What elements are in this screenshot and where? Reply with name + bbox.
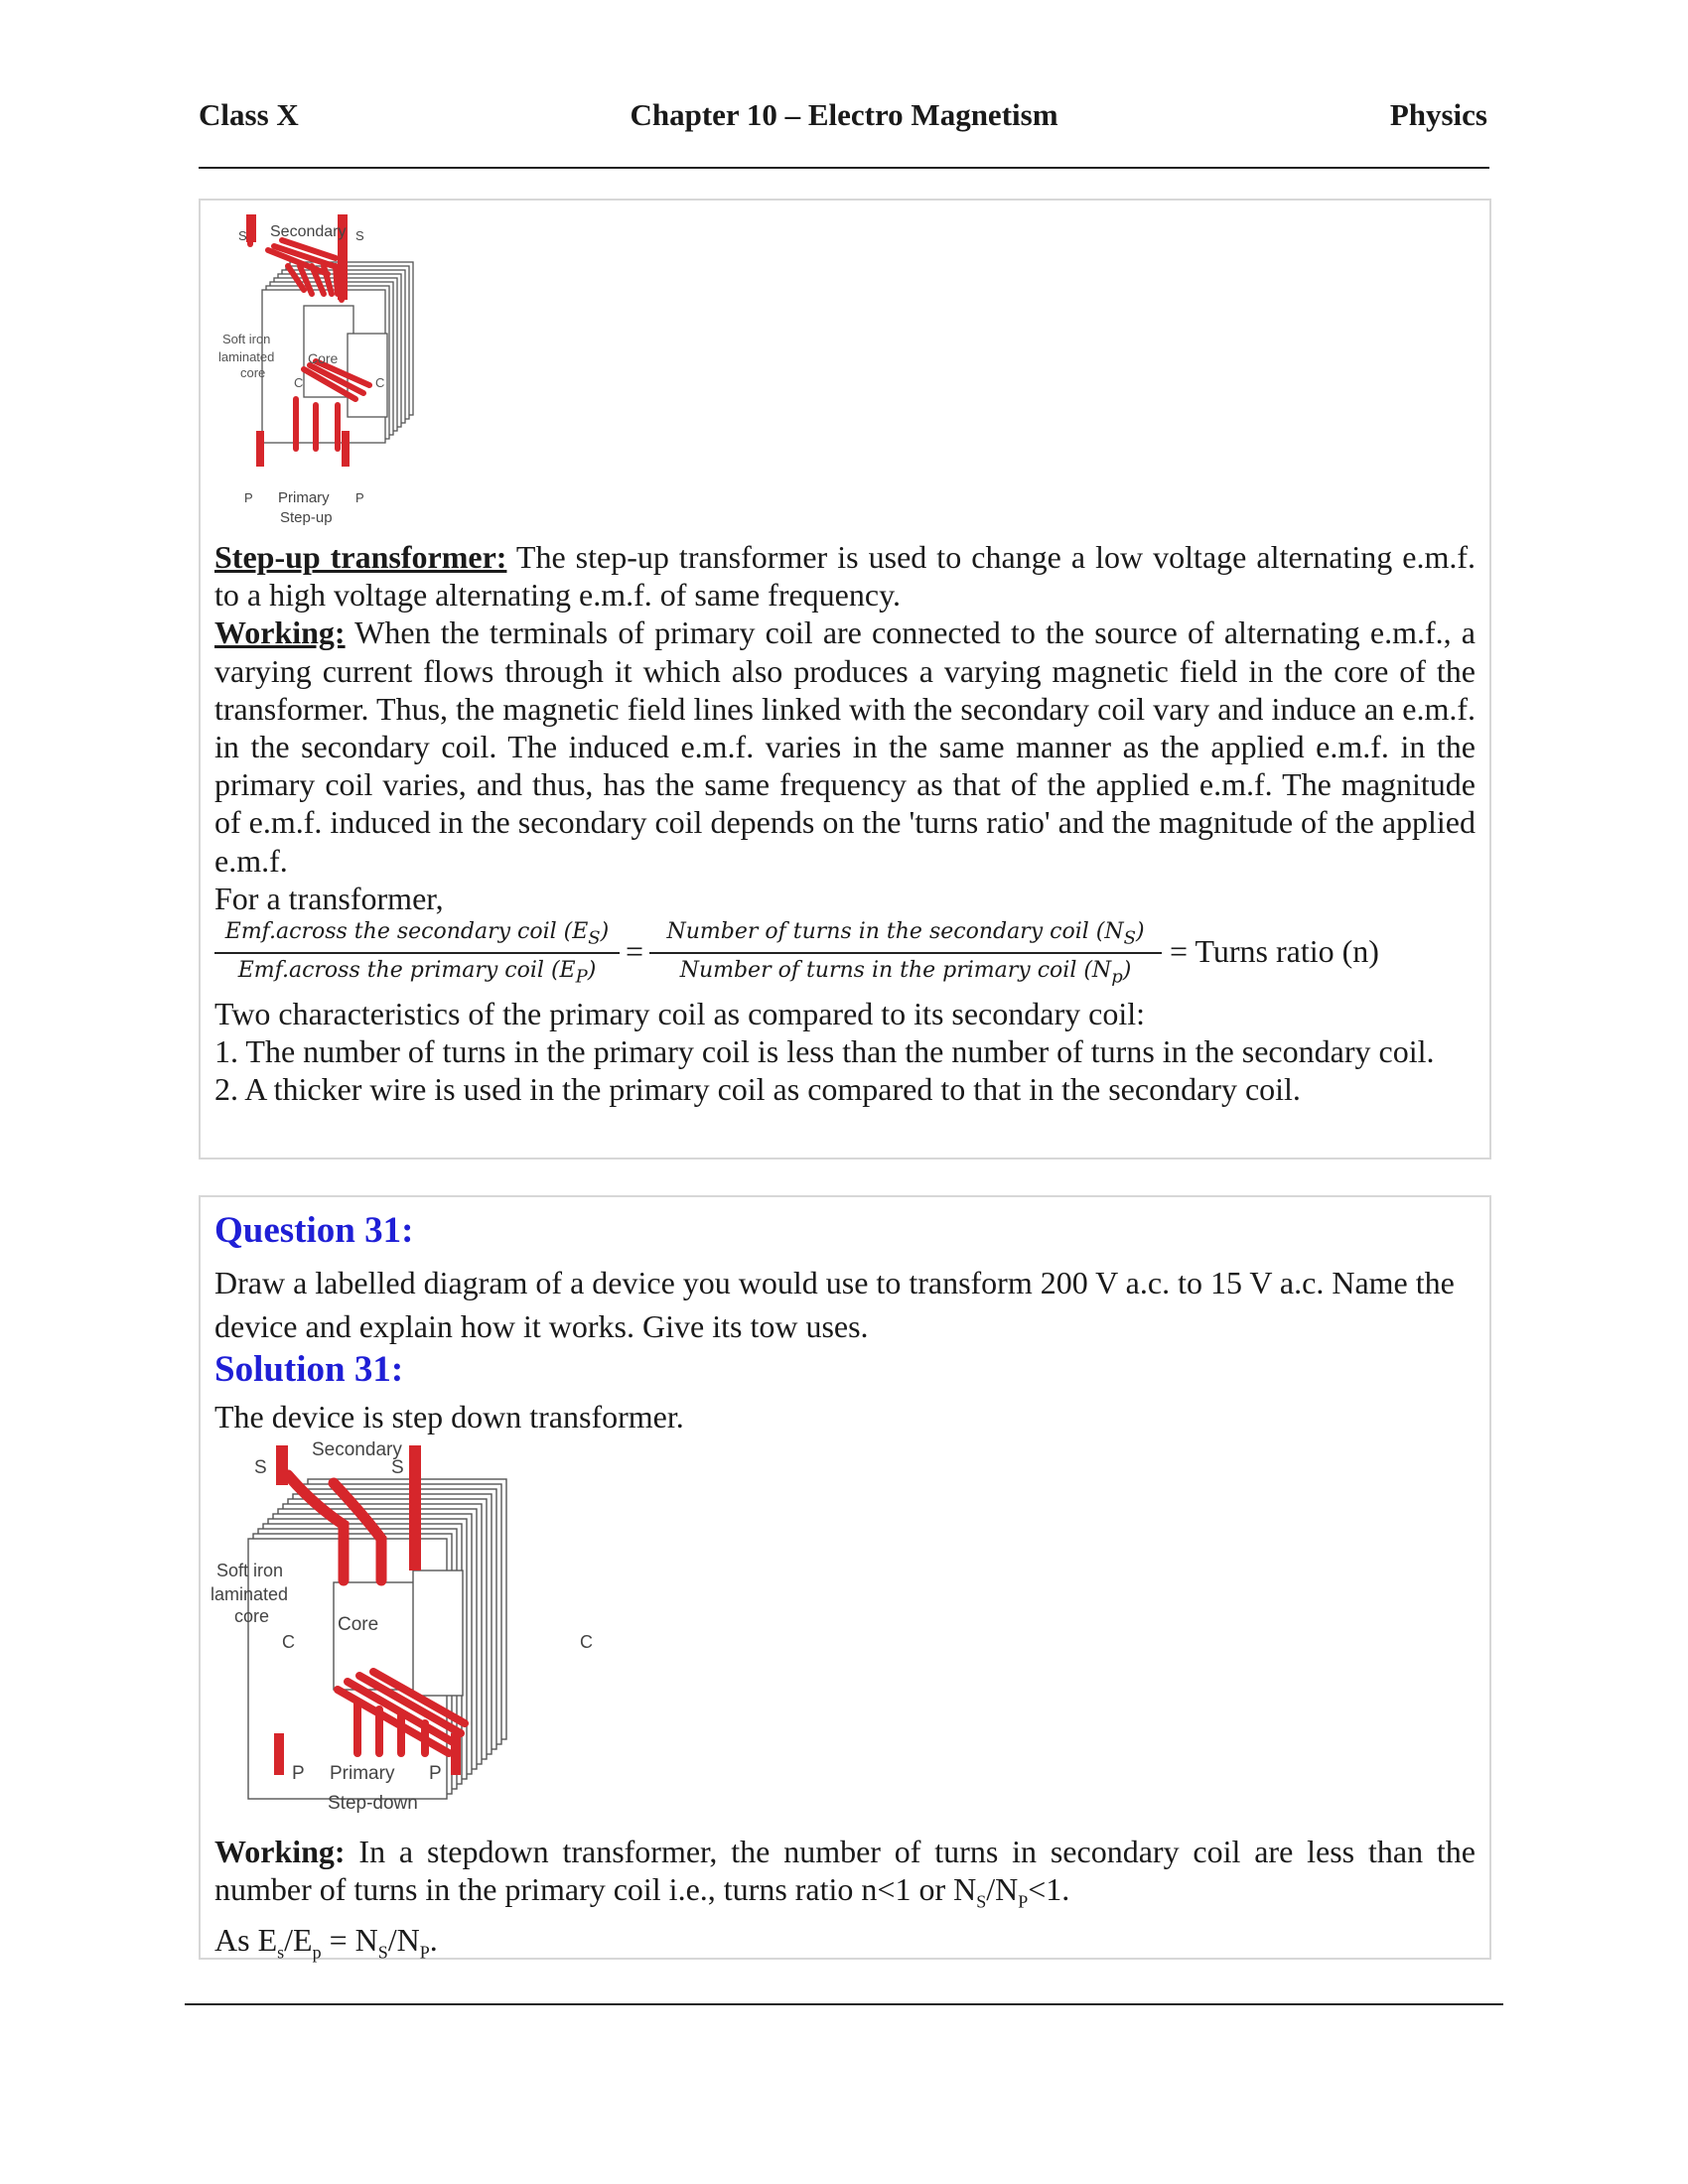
turns-fraction [649,919,1162,988]
stepup-transformer-diagram [209,210,566,538]
label-soft-iron-1: Soft iron [222,332,271,346]
label-core: Core [338,1614,379,1635]
label-core: Core [308,350,339,366]
label-primary: Primary [330,1763,395,1784]
label-soft-iron-1: Soft iron [216,1561,284,1580]
label-stepdown-caption: Step-down [328,1793,418,1814]
paren-close: ) [1122,958,1132,984]
working-text: When the terminals of primary coil are connected to the source of alternating e.m.f., a varying current flows through it which also produces a varying magnetic field in the core of the transformer. Thus, the magnetic field lines linked with the secondary coil vary and induce an e.m.f. in the secondary coil. The induced e.m.f. varies in the same manner as the applied e.m.f. in the primary coil varies, and thus, has the same frequency as that of the applied e.m.f. The magnitude of e.m.f. induced in the secondary coil depends on the 'turns ratio' and the magnitude of the applied e.m.f. [214,614,1476,879]
label-s-right: S [355,228,364,243]
label-c-left: C [282,1632,295,1652]
characteristics-block [214,995,1476,1109]
solution-working-label: Working: [214,1834,346,1869]
stepup-working-paragraph [214,614,1476,879]
label-p-left: P [292,1763,305,1784]
primary-terminal-right [342,431,350,467]
as-prefix: As E [214,1921,278,1958]
label-soft-iron-2: laminated [218,349,275,364]
sub-ns: S [976,1891,987,1912]
slash-np-2: /N [387,1921,420,1958]
stepup-definition-paragraph [214,538,1476,614]
slash-np: /N [986,1871,1019,1908]
header-chapter: Chapter 10 – Electro Magnetism [630,97,1058,132]
sub-s: S [1123,927,1136,949]
stepup-definition: The step-up transformer is used to change a low voltage alternating e.m.f. to a high voltage alternating e.m.f. of same frequency. [214,539,1477,614]
paren-close: ) [1135,919,1145,944]
secondary-terminal-left [246,214,256,242]
primary-terminal-left [256,431,264,467]
label-c-left: C [294,375,304,390]
label-stepup-caption: Step-up [280,509,333,526]
emf-fraction [214,919,620,988]
label-p-left: P [244,490,253,505]
primary-terminal-right [451,1733,461,1775]
characteristic-2: 2. A thicker wire is used in the primary coil as compared to that in the secondary coil. [214,1071,1301,1108]
working-label: Working: [214,614,346,651]
characteristic-1: 1. The number of turns in the primary coil is less than the number of turns in the secondary coil. [214,1033,1435,1070]
sub-np-2: P [419,1942,430,1963]
label-c-right: C [375,375,385,390]
sub-s: S [588,927,601,949]
label-s-left: S [254,1457,267,1478]
solution-intro: The device is step down transformer. [214,1399,684,1434]
sub-ns-2: S [377,1942,388,1963]
label-s-left: S [238,228,247,243]
label-soft-iron-2: laminated [211,1584,289,1604]
stepup-text-block [214,538,1476,917]
turns-ratio-formula [214,919,1476,989]
secondary-terminal-left [276,1445,288,1485]
sub-np: P [1018,1891,1029,1912]
primary-terminal-left [274,1733,284,1775]
header-class: Class X [199,97,299,132]
label-secondary: Secondary [270,223,347,240]
slash-e: /E [284,1921,313,1958]
stepup-heading: Step-up transformer: [214,539,507,575]
for-transformer: For a transformer, [214,880,444,916]
period: . [429,1921,438,1958]
sub-es: s [277,1942,285,1963]
less-than-one: <1. [1028,1871,1070,1908]
label-soft-iron-3: core [234,1606,270,1626]
label-p-right: P [429,1763,442,1784]
label-primary: Primary [278,489,330,506]
question-title: Question 31: [214,1210,414,1251]
secondary-terminal-right [409,1445,421,1570]
label-s-right: S [391,1457,404,1478]
solution-working-text: In a stepdown transformer, the number of turns in secondary coil are less than the number of turns in the primary coil i.e., turns ratio n<1 or N [214,1834,1476,1908]
paren-close: ) [587,958,597,984]
sub-p: p [1111,966,1123,988]
question-text: Draw a labelled diagram of a device you would use to transform 200 V a.c. to 15 V a.c. Name the device and explain how it works. Give its tow uses. [214,1265,1455,1344]
footer-rule [185,2003,1503,2005]
header-rule [199,167,1489,169]
label-soft-iron-3: core [240,365,266,380]
solution-working-paragraph [214,1833,1476,1921]
sub-ep: p [312,1942,322,1963]
solution-ratio [214,1921,1476,1972]
stepdown-transformer-diagram [205,1435,622,1833]
sub-p: P [575,966,588,988]
eq-n: = N [321,1921,378,1958]
solution-title: Solution 31: [214,1349,404,1390]
emf-primary: Emf.across the primary coil (E [237,958,576,984]
equals-sign: = [626,933,644,969]
turns-ratio-result: = Turns ratio (n) [1170,933,1379,969]
characteristics-intro: Two characteristics of the primary coil as compared to its secondary coil: [214,996,1145,1031]
label-p-right: P [355,490,364,505]
solution-working-block [214,1833,1476,1971]
emf-secondary: Emf.across the secondary coil (E [224,919,589,944]
turns-primary: Number of turns in the primary coil (N [679,958,1112,984]
header-subject: Physics [1389,97,1487,132]
label-c-right: C [580,1632,593,1652]
turns-secondary: Number of turns in the secondary coil (N [666,919,1124,944]
paren-close: ) [600,919,610,944]
label-secondary: Secondary [312,1439,402,1460]
